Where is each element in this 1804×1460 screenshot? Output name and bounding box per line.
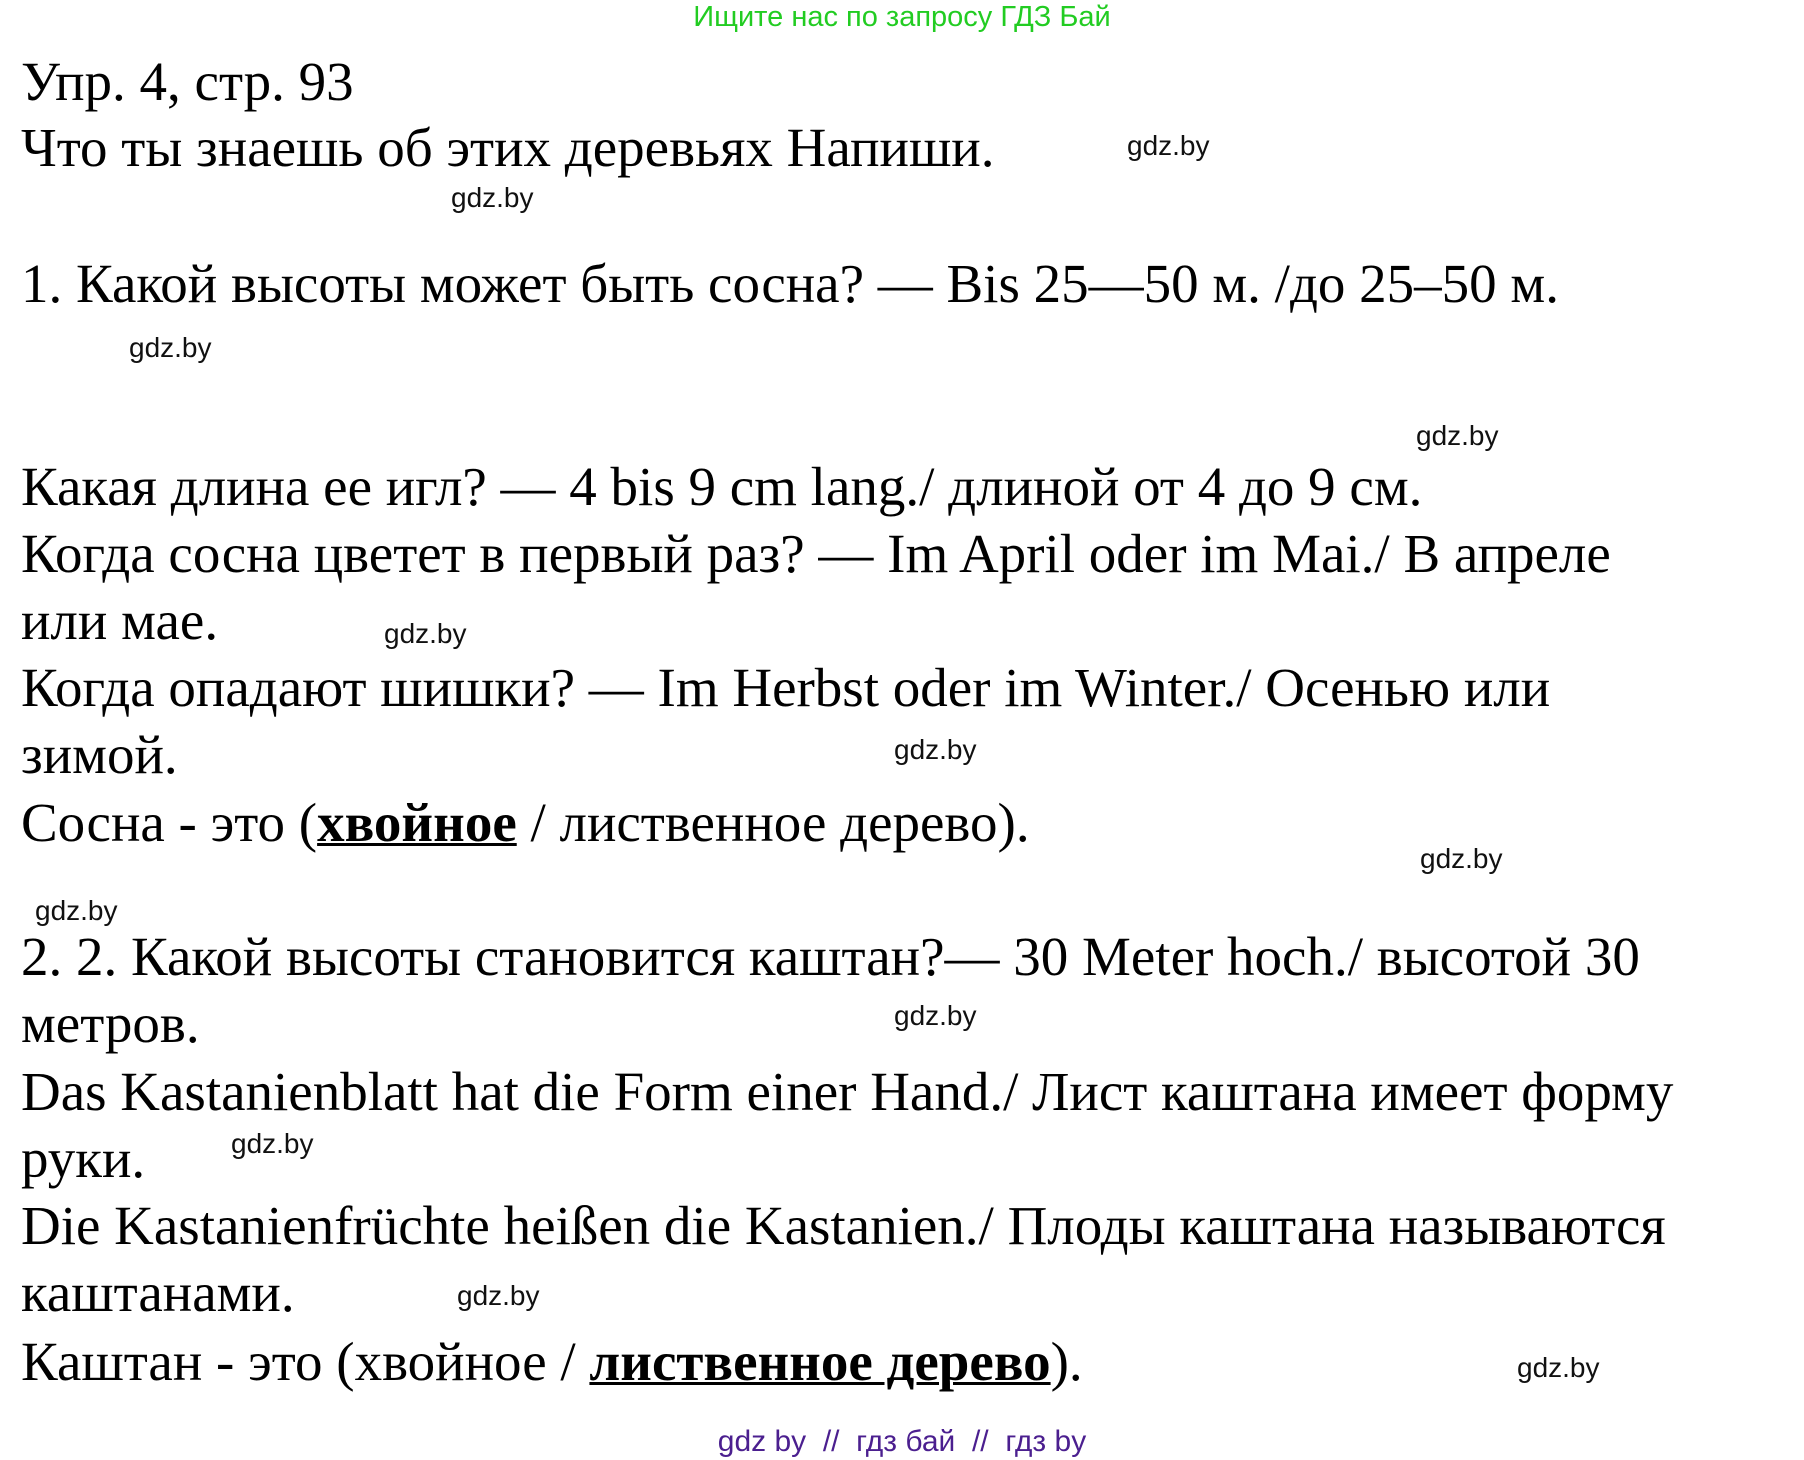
watermark: gdz.by — [1127, 130, 1210, 161]
selected-answer: хвойное — [317, 792, 517, 853]
watermark: gdz.by — [129, 332, 212, 363]
answer-line: 2. 2. Какой высоты становится каштан?— 30 Meter hoch./ высотой 30 — [21, 926, 1640, 987]
watermark: gdz.by — [384, 618, 467, 649]
answer-line: метров. — [21, 993, 200, 1054]
answer-line: зимой. — [21, 724, 178, 785]
watermark: gdz.by — [231, 1128, 314, 1159]
answer-line: или мае. — [21, 590, 219, 651]
watermark: gdz.by — [1420, 843, 1503, 874]
watermark: gdz.by — [457, 1280, 540, 1311]
answer-line: Das Kastanienblatt hat die Form einer Hand./ Лист каштана имеет форму — [21, 1061, 1674, 1122]
watermark: gdz.by — [894, 1000, 977, 1031]
text: Сосна - это ( — [21, 792, 318, 853]
answer-line: Die Kastanienfrüchte heißen die Kastanien./ Плоды каштана называются — [21, 1195, 1666, 1256]
watermark: gdz.by — [1416, 420, 1499, 451]
answer-line: каштанами. — [21, 1262, 295, 1323]
answer-line: Когда опадают шишки? — Im Herbst oder im Winter./ Осенью или — [21, 657, 1551, 718]
task-text: Что ты знаешь об этих деревьях Напиши. — [21, 117, 995, 178]
answer-line-pine-type — [21, 793, 1030, 853]
watermark: gdz.by — [1517, 1352, 1600, 1383]
answer-line: Когда сосна цветет в первый раз? — Im April oder im Mai./ В апреле — [21, 523, 1611, 584]
selected-answer: лиственное дерево — [589, 1331, 1051, 1392]
answer-line: 1. Какой высоты может быть сосна? — Bis 25—50 м. /до 25–50 м. — [21, 253, 1559, 314]
watermark: gdz.by — [451, 182, 534, 213]
text: ). — [1050, 1331, 1083, 1392]
text: / лиственное дерево). — [516, 792, 1030, 853]
watermark: gdz.by — [35, 895, 118, 926]
promo-header: Ищите нас по запросу ГДЗ Бай — [693, 1, 1111, 33]
text: Каштан - это (хвойное / — [21, 1331, 590, 1392]
footer-watermark: gdz by // гдз бай // гдз by — [717, 1425, 1087, 1458]
exercise-title: Упр. 4, стр. 93 — [21, 51, 354, 112]
answer-line: Какая длина ее игл? — 4 bis 9 cm lang./ длиной от 4 до 9 см. — [21, 456, 1423, 517]
answer-line: руки. — [21, 1128, 146, 1189]
answer-line-chestnut-type — [21, 1332, 1083, 1392]
watermark: gdz.by — [894, 734, 977, 765]
